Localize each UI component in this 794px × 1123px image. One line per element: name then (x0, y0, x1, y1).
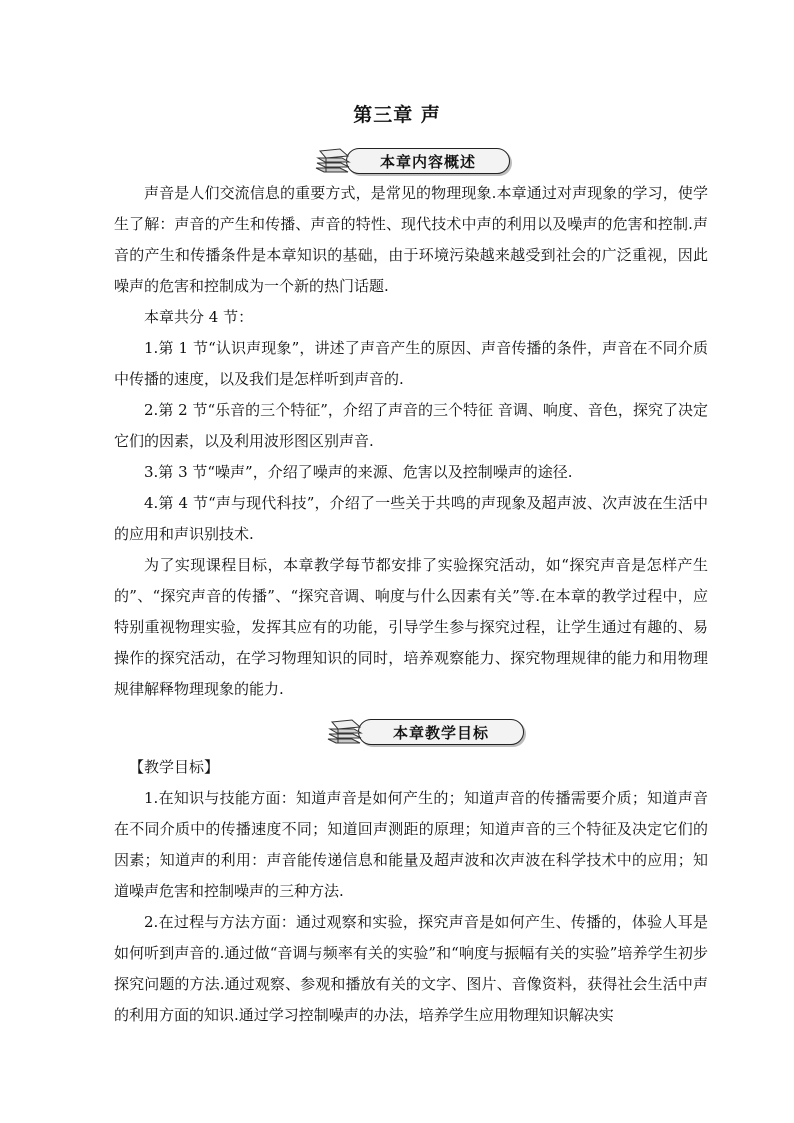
books-icon (326, 717, 364, 747)
paragraph: 声音是人们交流信息的重要方式，是常见的物理现象.本章通过对声现象的学习，使学生了解：声音的产生和传播、声音的特性、现代技术中声的利用以及噪声的危害和控制.声音的产生和传播条件是本章知识的基础，由于环境污染越来越受到社会的广泛重视，因此噪声的危害和控制成为一个新的热门话题. (114, 184, 708, 295)
paragraph: 为了实现课程目标，本章教学每节都安排了实验探究活动，如“探究声音是怎样产生的”、“探究声音的传播”、“探究音调、响度与什么因素有关”等.在本章的教学过程中，应特别重视物理实验，发挥其应有的功能，引导学生参与探究过程，让学生通过有趣的、易操作的探究活动，在学习物理知识的同时，培养观察能力、探究物理规律的能力和用物理规律解释物理现象的能力. (114, 556, 708, 698)
chapter-title: 第三章 声 (353, 104, 441, 126)
books-icon (314, 146, 352, 176)
paragraph: 4.第 4 节“声与现代科技”，介绍了一些关于共鸣的声现象及超声波、次声波在生活中的应用和声识别技术. (114, 494, 708, 543)
paragraph: 2.第 2 节“乐音的三个特征”，介绍了声音的三个特征 音调、响度、音色，探究了决定它们的因素，以及利用波形图区别声音. (114, 401, 708, 450)
paragraph: 3.第 3 节“噪声”，介绍了噪声的来源、危害以及控制噪声的途径. (144, 463, 573, 481)
banner-label: 本章内容概述 (346, 148, 510, 174)
banner-label: 本章教学目标 (358, 719, 524, 745)
objectives-text (114, 752, 708, 1031)
section-banner-overview (314, 146, 510, 176)
section-banner-objectives (326, 717, 524, 747)
section-heading: 【教学目标】 (129, 758, 220, 776)
paragraph: 2.在过程与方法方面：通过观察和实验，探究声音是如何产生、传播的，体验人耳是如何听到声音的.通过做“音调与频率有关的实验”和“响度与振幅有关的实验”培养学生初步探究问题的方法.通过观察、参观和播放有关的文字、图片、音像资料，获得社会生活中声的利用方面的知识.通过学习控制噪声的办法，培养学生应用物理知识解决实 (114, 913, 708, 1024)
overview-text (114, 178, 708, 705)
paragraph: 1.第 1 节“认识声现象”，讲述了声音产生的原因、声音传播的条件，声音在不同介质中传播的速度，以及我们是怎样听到声音的. (114, 339, 708, 388)
paragraph: 本章共分 4 节： (144, 308, 254, 326)
paragraph: 1.在知识与技能方面：知道声音是如何产生的；知道声音的传播需要介质；知道声音在不同介质中的传播速度不同；知道回声测距的原理；知道声音的三个特征及决定它们的因素；知道声的利用：声音能传递信息和能量及超声波和次声波在科学技术中的应用；知道噪声危害和控制噪声的三种方法. (114, 789, 708, 900)
